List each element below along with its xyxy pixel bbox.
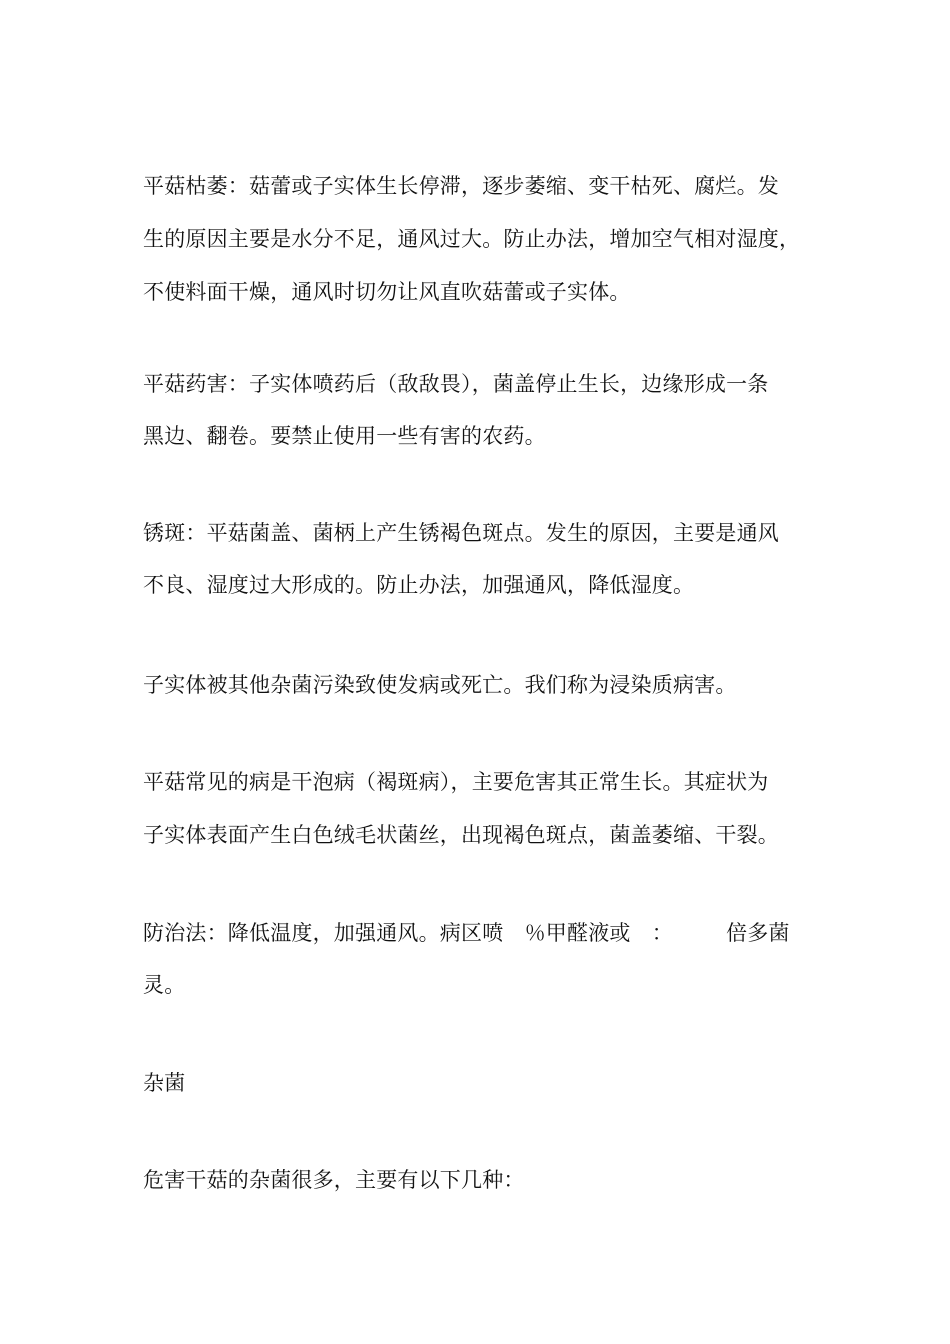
paragraph-rust-line-1: 锈斑：平菇菌盖、菌柄上产生锈褐色斑点。发生的原因，主要是通风 bbox=[143, 521, 779, 545]
paragraph-treatment-line-2: 灵。 bbox=[143, 973, 186, 997]
paragraph-rust-line-2: 不良、湿度过大形成的。防止办法，加强通风，降低湿度。 bbox=[143, 573, 695, 597]
paragraph-wilting-line-2: 生的原因主要是水分不足，通风过大。防止办法，增加空气相对湿度， bbox=[143, 227, 801, 251]
paragraph-dry-bubble-line-2: 子实体表面产生白色绒毛状菌丝，出现褐色斑点，菌盖萎缩、干裂。 bbox=[143, 823, 779, 847]
paragraph-wilting-line-3: 不使料面干燥，通风时切勿让风直吹菇蕾或子实体。 bbox=[143, 280, 631, 304]
paragraph-dry-bubble-line-1: 平菇常见的病是干泡病（褐斑病），主要危害其正常生长。其症状为 bbox=[143, 770, 769, 794]
paragraph-pesticide-line-1: 平菇药害：子实体喷药后（敌敌畏），菌盖停止生长，边缘形成一条 bbox=[143, 372, 769, 396]
paragraph-contaminants-intro-line-1: 危害干菇的杂菌很多，主要有以下几种： bbox=[143, 1168, 525, 1192]
paragraph-pesticide-line-2: 黑边、翻卷。要禁止使用一些有害的农药。 bbox=[143, 424, 546, 448]
paragraph-wilting-line-1: 平菇枯萎：菇蕾或子实体生长停滞，逐步萎缩、变干枯死、腐烂。发 bbox=[143, 174, 779, 198]
heading-contaminants: 杂菌 bbox=[143, 1071, 186, 1095]
paragraph-infectious-line-1: 子实体被其他杂菌污染致使发病或死亡。我们称为浸染质病害。 bbox=[143, 673, 737, 697]
paragraph-treatment-line-1: 防治法：降低温度，加强通风。病区喷 ％甲醛液或 ： 倍多菌 bbox=[143, 921, 790, 945]
